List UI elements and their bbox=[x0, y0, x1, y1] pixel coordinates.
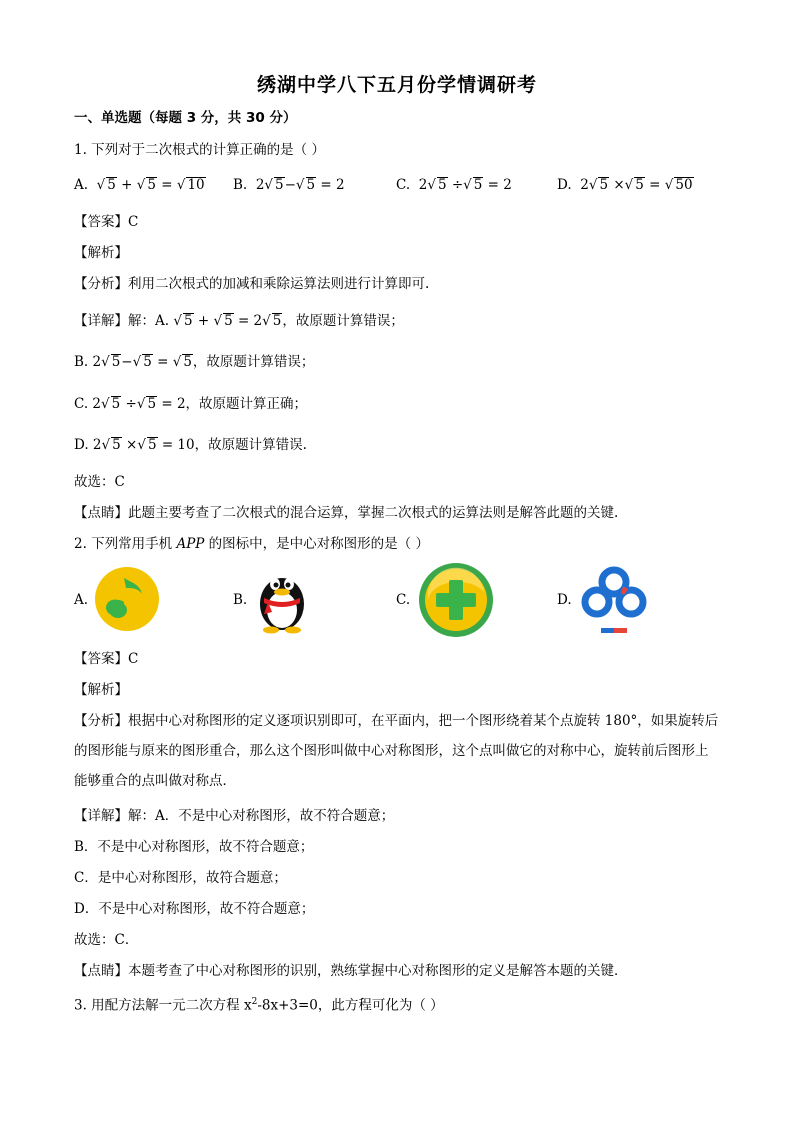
stem-prefix: 2. 下列常用手机 bbox=[74, 536, 177, 552]
option-label: C. bbox=[396, 177, 411, 193]
q1-analysis-tag: 【解析】 bbox=[74, 245, 128, 261]
fenxi-tag: 【分析】 bbox=[74, 713, 128, 729]
radicand: 5 bbox=[275, 177, 284, 193]
xiangjie-prefix: 解：A. bbox=[128, 313, 170, 329]
stem-suffix: -8x+3=0，此方程可化为（ ） bbox=[257, 997, 444, 1014]
equals: = bbox=[161, 177, 173, 193]
result: = 2 bbox=[320, 177, 345, 193]
stem-app: APP bbox=[176, 536, 205, 552]
q1-stem: 1. 下列对于二次根式的计算正确的是（ ） bbox=[74, 142, 325, 158]
radicand: 5 bbox=[111, 396, 121, 412]
radicand: 5 bbox=[635, 177, 644, 193]
operator: − bbox=[284, 177, 296, 193]
answer-tag: 【答案】 bbox=[74, 214, 128, 230]
prefix: C. 2 bbox=[74, 396, 102, 412]
q2-label-d: D. bbox=[557, 592, 572, 608]
equals: = 10 bbox=[161, 437, 195, 453]
conclusion: ，故原题计算错误； bbox=[192, 354, 315, 370]
radicand: 5 bbox=[599, 177, 609, 193]
equals: = bbox=[649, 177, 661, 193]
exponent: 2 bbox=[251, 997, 258, 1007]
answer-value: C bbox=[128, 214, 139, 230]
page-title: 绣湖中学八下五月份学情调研考 bbox=[256, 74, 537, 96]
equals: = 2 bbox=[237, 313, 263, 329]
section-heading: 一、单选题（每题 3 分，共 30 分） bbox=[74, 110, 297, 126]
dianjing-tag: 【点睛】 bbox=[74, 963, 128, 979]
prefix: D. 2 bbox=[74, 437, 102, 453]
q1-option-c: C. 2√ 5 ÷√ 5 = 2 bbox=[396, 177, 512, 193]
dianjing-text: 本题考查了中心对称图形的识别，熟练掌握中心对称图形的定义是解答本题的关键． bbox=[128, 963, 628, 979]
coefficient: 2 bbox=[255, 177, 265, 193]
operator: × bbox=[126, 437, 138, 453]
answer-tag: 【答案】 bbox=[74, 651, 128, 667]
q1-answer bbox=[74, 212, 138, 232]
prefix: B. 2 bbox=[74, 354, 102, 370]
q2-label-a: A. bbox=[74, 592, 89, 608]
music-note-icon bbox=[94, 566, 160, 632]
operator: + bbox=[121, 177, 133, 193]
radicand: 5 bbox=[112, 437, 121, 453]
coefficient: 2 bbox=[418, 177, 428, 193]
xiangjie-text: 解：A．不是中心对称图形，故不符合题意； bbox=[128, 808, 395, 824]
radicand: 5 bbox=[224, 313, 233, 329]
stem-suffix: 的图标中，是中心对称图形的是（ ） bbox=[204, 536, 429, 552]
q2-dianjing bbox=[74, 961, 628, 981]
radicand: 5 bbox=[111, 354, 121, 370]
q1-option-b: B. 2√ 5−√ 5 = 2 bbox=[233, 177, 345, 193]
answer-value: C bbox=[128, 651, 139, 667]
radicand: 5 bbox=[272, 313, 282, 329]
radicand: 50 bbox=[675, 177, 693, 193]
q1-xiangjie-c: C. 2√ 5 ÷√ 5 = 2，故原题计算正确； bbox=[74, 396, 308, 412]
q2-label-c: C. bbox=[396, 592, 411, 608]
conclusion: ，故原题计算正确； bbox=[185, 396, 308, 412]
radicand: 5 bbox=[147, 396, 157, 412]
fenxi-tag: 【分析】 bbox=[74, 276, 128, 292]
q2-xiangjie-a bbox=[74, 806, 394, 826]
radicand: 5 bbox=[143, 354, 152, 370]
cloud-knot-icon bbox=[580, 564, 648, 636]
radicand: 5 bbox=[473, 177, 483, 193]
option-label: A. bbox=[74, 177, 89, 193]
q2-fenxi bbox=[74, 706, 720, 796]
radicand: 5 bbox=[183, 354, 192, 370]
equals: = bbox=[157, 354, 169, 370]
radicand: 5 bbox=[147, 437, 157, 453]
q3-stem bbox=[74, 992, 444, 1016]
q2-xiangjie-c: C．是中心对称图形，故符合题意； bbox=[74, 870, 287, 886]
q2-choose: 故选：C． bbox=[74, 932, 139, 948]
operator: − bbox=[121, 354, 133, 370]
q1-dianjing bbox=[74, 503, 618, 523]
q2-analysis-tag: 【解析】 bbox=[74, 682, 128, 698]
q1-choose: 故选：C bbox=[74, 474, 125, 490]
q1-option-a: A. √ 5 + √ 5 = √ 10 bbox=[74, 177, 205, 193]
radicand: 5 bbox=[437, 177, 447, 193]
radicand: 5 bbox=[147, 177, 156, 193]
fenxi-text: 利用二次根式的加减和乘除运算法则进行计算即可. bbox=[128, 276, 430, 292]
penguin-icon bbox=[254, 566, 310, 634]
q2-answer bbox=[74, 649, 138, 669]
coefficient: 2 bbox=[580, 177, 589, 193]
operator: ÷ bbox=[125, 396, 137, 412]
q2-xiangjie-d: D．不是中心对称图形，故不符合题意； bbox=[74, 901, 315, 917]
conclusion: ，故原题计算错误. bbox=[194, 437, 307, 453]
q1-xiangjie-d: D. 2√ 5 ×√ 5 = 10，故原题计算错误. bbox=[74, 437, 307, 453]
operator: + bbox=[197, 313, 210, 329]
q1-fenxi bbox=[74, 274, 429, 294]
q2-label-b: B. bbox=[233, 592, 248, 608]
radicand: 5 bbox=[183, 313, 193, 329]
dianjing-text: 此题主要考查了二次根式的混合运算，掌握二次根式的运算法则是解答此题的关键. bbox=[128, 505, 619, 521]
result: = 2 bbox=[487, 177, 512, 193]
operator: × bbox=[613, 177, 625, 193]
option-label: B. bbox=[233, 177, 248, 193]
conclusion: ，故原题计算错误； bbox=[282, 313, 404, 329]
dianjing-tag: 【点睛】 bbox=[74, 505, 128, 521]
option-label: D. bbox=[557, 177, 572, 193]
q2-stem bbox=[74, 534, 429, 554]
q1-xiangjie-a: 【详解】解：A. √ 5 + √ 5 = 2√ 5，故原题计算错误； bbox=[74, 313, 404, 329]
xiangjie-tag: 【详解】 bbox=[74, 313, 128, 329]
q1-xiangjie-b: B. 2√ 5−√ 5 = √ 5，故原题计算错误； bbox=[74, 354, 315, 370]
operator: ÷ bbox=[451, 177, 464, 193]
fenxi-text: 根据中心对称图形的定义逐项识别即可，在平面内，把一个图形绕着某个点旋转 180°，如果旋转后的图形能与原来的图形重合，那么这个图形叫做中心对称图形，这个点叫做它的对称中心，旋转前后图形上能够重合的点叫做对称点． bbox=[74, 713, 719, 789]
q2-xiangjie-b: B．不是中心对称图形，故不符合题意； bbox=[74, 839, 314, 855]
equals: = 2 bbox=[161, 396, 186, 412]
plus-shield-icon bbox=[418, 562, 494, 638]
radicand: 5 bbox=[306, 177, 316, 193]
stem-prefix: 3. 用配方法解一元二次方程 x bbox=[74, 997, 252, 1014]
q1-option-d: D. 2√ 5 ×√ 5 = √ 50 bbox=[557, 177, 693, 193]
radicand: 5 bbox=[107, 177, 116, 193]
radicand: 10 bbox=[187, 177, 205, 193]
xiangjie-tag: 【详解】 bbox=[74, 808, 128, 824]
